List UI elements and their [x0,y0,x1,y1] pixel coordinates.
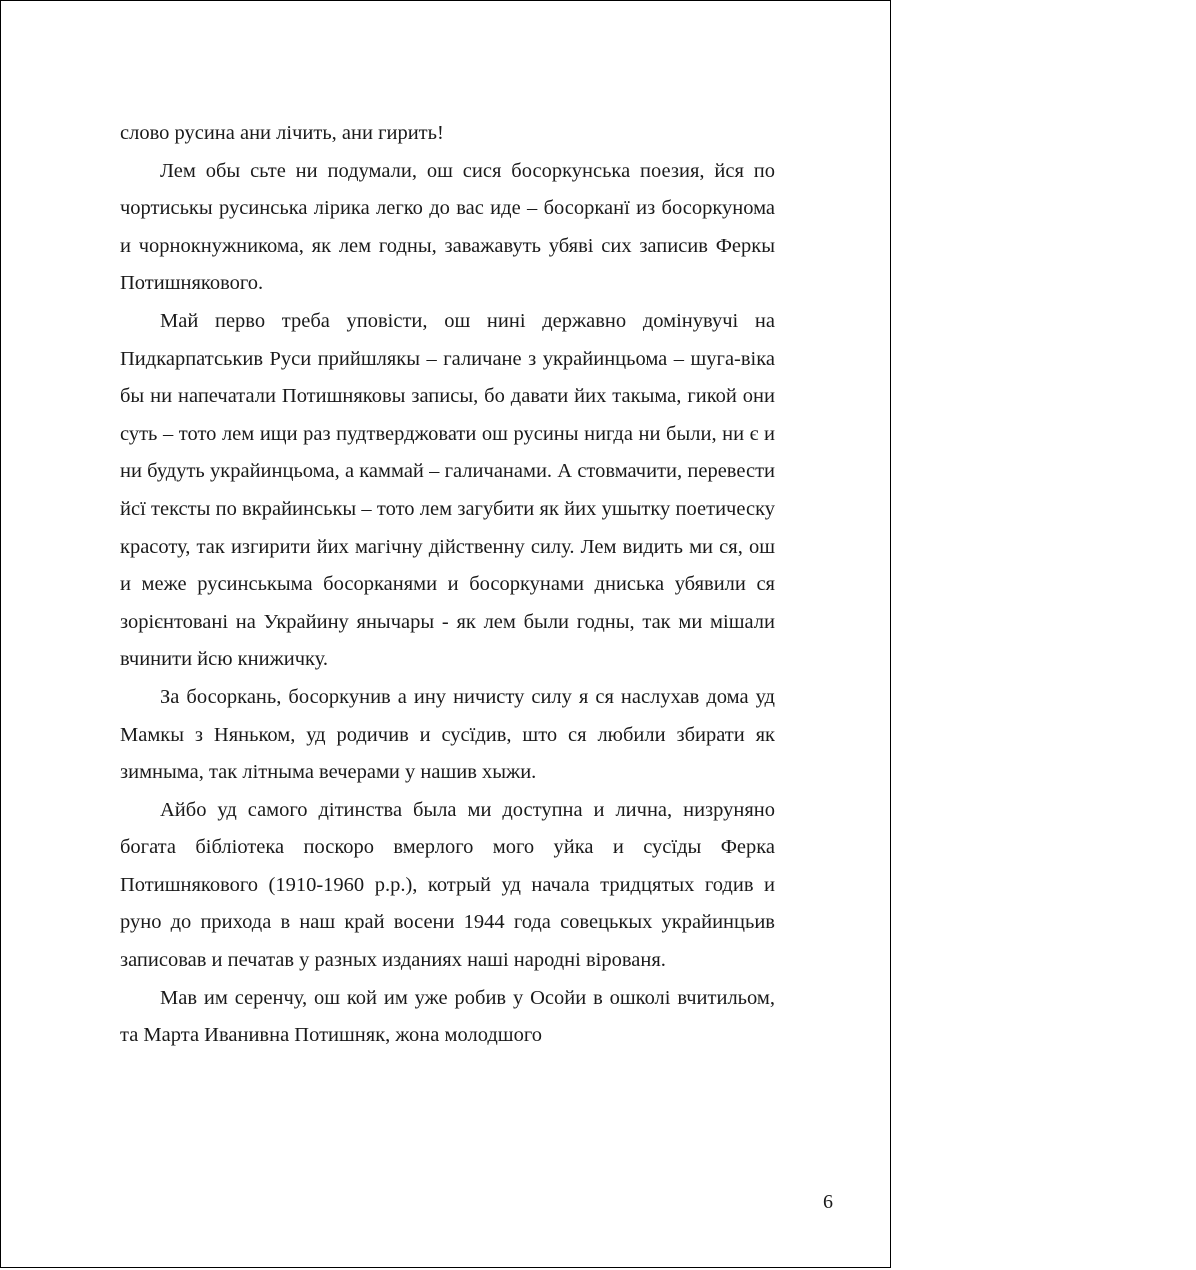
paragraph: слово русина ани лічить, ани гирить! [120,122,444,144]
paragraph: Май перво треба уповісти, ош нині державно домінувучі на Пидкарпатськив Руси прийшлякы – галичане з украйинцьома – шуга-віка бы ни напечатали Потишняковы записы, бо давати йих такыма, гикой они суть – тото лем ищи раз пудтверджовати ош русины нигда ни были, ни є и ни будуть украйинцьома, а каммай – галичанами. А стовмачити, перевести йсї тексты по вкрайинськы – тото лем загубити як йих ушытку поетическу красоту, так изгирити йих магічну дійственну силу. Лем видить ми ся, ош и меже русинськыма босорканями и босоркунами дниська убявили ся зорієнтовані на Украйину янычары - як лем были годны, так ми мішали вчинити йсю книжичку. [120,309,775,671]
page-number: 6 [823,1191,833,1213]
paragraph: Лем обы сьте ни подумали, ош сися босоркунська поезия, йся по чортиськы русинська лірика легко до вас иде – босорканї из босоркунома и чорнокнyжникома, як лем годны, заважавуть убяві сих записив Феркы Потишнякового. [120,159,775,295]
paragraph: Мав им серенчу, ош кой им уже робив у Осойи в ошколі вчитильом, та Марта Иванивна Потишняк, жона молодшого [120,986,775,1047]
paragraph: Айбо уд самого дітинства была ми доступна и лична, низруняно богата бібліотека поскоро вмерлого мого уйка и сусїды Ферка Потишнякового (1910-1960 р.р.), котрый уд начала тридцятых годив и руно до прихода в наш край восени 1944 года совецькых украйинцьив записовав и печатав у разных изданиях наші народні вірованя. [120,798,775,972]
body-text [120,115,775,1055]
paragraph: За босоркань, босоркунив а ину ничисту силу я ся наслухав дома уд Мамкы з Няньком, уд родичив и сусїдив, што ся любили збирати як зимныма, так літныма вечерами у нашив хыжи. [120,685,775,784]
